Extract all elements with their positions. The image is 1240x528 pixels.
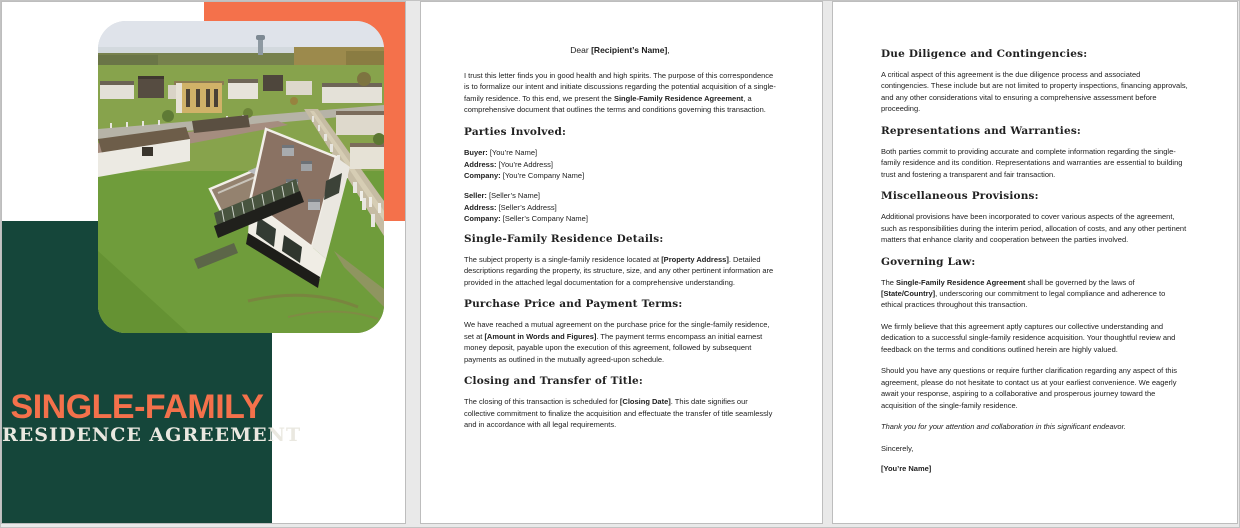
due-diligence-paragraph: A critical aspect of this agreement is the due diligence process and associated contingencies. These include but are not limited to property inspections, financing approvals, and any other considerations vital to ensuring a comprehensive assessment before proceeding.	[881, 70, 1188, 114]
buyer-address-line: Address: [You’re Address]	[464, 159, 553, 169]
residence-details-paragraph: The subject property is a single-family residence located at [Property Address]. Detailed descriptions regarding the property, its structure, size, and any other pertinent information are provided in the attached legal documentation for a comprehensive understanding.	[464, 255, 774, 287]
thank-you-line: Thank you for your attention and collaboration in this significant endeavor.	[881, 422, 1126, 432]
letter-body-1	[421, 2, 822, 523]
seller-address-line: Address: [Seller’s Address]	[464, 202, 557, 212]
intro-paragraph: I trust this letter finds you in good health and high spirits. The purpose of this correspondence is to formalize our intent and initiate discussions regarding the potential acquisition of a single-family residence. To this end, we present the Single-Family Residence Agreement, a comprehensive document that outlines the terms and conditions governing this transaction.	[464, 71, 776, 115]
section-heading-closing-transfer: Closing and Transfer of Title:	[464, 375, 644, 388]
letter-body-2	[833, 2, 1237, 523]
buyer-company-line: Company: [You’re Company Name]	[464, 171, 585, 181]
questions-paragraph: Should you have any questions or require further clarification regarding any aspect of this agreement, please do not hesitate to contact us at your earliest convenience. We eagerly await your response, aspiring to a collaborative and prosperous journey toward the acquisition of the single-family residence.	[881, 366, 1178, 410]
signature-name: [You’re Name]	[881, 463, 932, 473]
buyer-name-line: Buyer: [You’re Name]	[464, 147, 538, 157]
section-heading-miscellaneous: Miscellaneous Provisions:	[881, 190, 1039, 203]
agreement-page-2[interactable]	[832, 1, 1238, 524]
warranties-paragraph: Both parties commit to providing accurate and complete information regarding the single-family residence and its condition. Representations and warranties are essential to building trust and fostering a transparent and fair transaction.	[881, 146, 1183, 179]
section-heading-due-diligence: Due Diligence and Contingencies:	[881, 48, 1088, 60]
seller-block	[464, 190, 776, 225]
miscellaneous-paragraph: Additional provisions have been incorporated to cover various aspects of the agreement, such as responsibilities during the interim period, allocation of costs, and any other pertinent matters that enhance clarity and cooperation between the parties involved.	[881, 212, 1187, 245]
cover-title-line2: RESIDENCE AGREEMENT	[2, 424, 302, 446]
cover-title-line1: SINGLE-FAMILY	[10, 388, 264, 426]
aerial-neighborhood-illustration	[98, 21, 384, 333]
section-heading-governing-law: Governing Law:	[881, 255, 976, 268]
governing-law-paragraph: The Single-Family Residence Agreement shall be governed by the laws of [State/Country], underscoring our commitment to legal compliance and adherence to ethical practices throughout this transaction.	[881, 277, 1166, 310]
seller-name-line: Seller: [Seller’s Name]	[464, 190, 541, 200]
closing-salutation: Sincerely,	[881, 443, 914, 453]
section-heading-warranties: Representations and Warranties:	[881, 124, 1082, 137]
cover-page[interactable]	[1, 1, 406, 524]
belief-paragraph: We firmly believe that this agreement aptly captures our collective understanding and dedication to a successful single-family residence acquisition. Your thoughtful review and feedback on the terms and conditions outlined herein are highly valued.	[881, 321, 1176, 354]
buyer-block	[464, 147, 776, 182]
cover-title	[2, 388, 302, 446]
section-heading-parties: Parties Involved:	[464, 125, 567, 138]
agreement-page-1[interactable]	[420, 1, 823, 524]
purchase-price-paragraph: We have reached a mutual agreement on the purchase price for the single-family residence, set at [Amount in Words and Figures]. The payment terms encompass an initial earnest money deposit, payable upon the execution of this agreement, followed by subsequent payments as outlined in the mutually agreed-upon schedule.	[464, 320, 770, 364]
section-heading-purchase-price: Purchase Price and Payment Terms:	[464, 298, 683, 311]
seller-company-line: Company: [Seller’s Company Name]	[464, 214, 588, 224]
closing-transfer-paragraph: The closing of this transaction is scheduled for [Closing Date]. This date signifies our collective commitment to finalize the acquisition and effectuate the transfer of title seamlessly and in accordance with all legal requirements.	[464, 397, 773, 430]
salutation: Dear [Recipient’s Name],	[570, 45, 670, 55]
section-heading-residence-details: Single-Family Residence Details:	[464, 233, 664, 246]
cover-photo	[98, 21, 384, 333]
